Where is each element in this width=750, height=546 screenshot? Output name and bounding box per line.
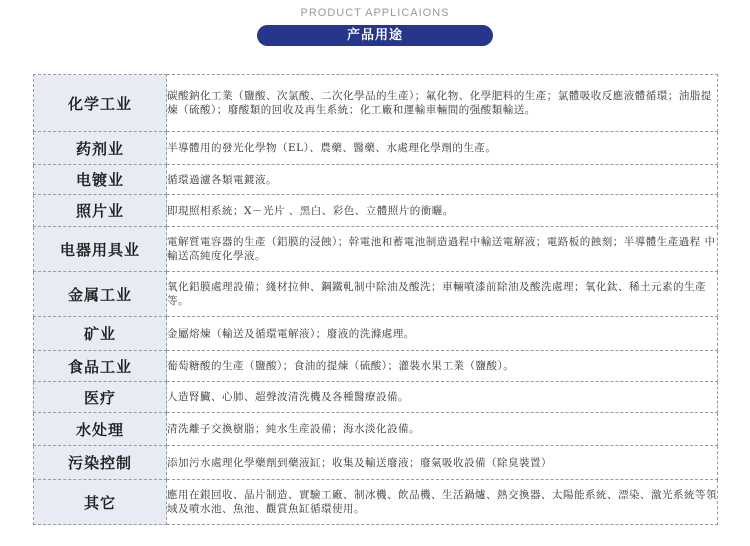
category-cell: 其它 <box>34 480 167 525</box>
category-cell: 污染控制 <box>34 446 167 480</box>
table-row <box>34 480 718 525</box>
table-row <box>34 227 718 272</box>
table-row <box>34 272 718 317</box>
description-cell: 氧化鋁膜處理設備；綫材拉伸、鋼鐵軋制中除油及酸洗；車輛噴漆前除油及酸洗處理；氧化鈦、稀土元素的生產等。 <box>167 272 718 317</box>
description-cell: 循環過濾各類電鍍液。 <box>167 165 718 195</box>
description-cell: 添加污水處理化學藥劑到藥液缸；收集及輸送廢液；廢氣吸收設備（除臭裝置） <box>167 446 718 480</box>
category-cell: 化学工业 <box>34 75 167 132</box>
category-cell: 水处理 <box>34 413 167 446</box>
header-english-title: PRODUCT APPLICAIONS <box>300 7 450 19</box>
table-row <box>34 75 718 132</box>
category-cell: 电器用具业 <box>34 227 167 272</box>
category-cell: 药剂业 <box>34 132 167 165</box>
category-cell: 矿业 <box>34 317 167 351</box>
category-cell: 食品工业 <box>34 351 167 382</box>
category-cell: 医疗 <box>34 382 167 413</box>
table-row <box>34 317 718 351</box>
table-row <box>34 351 718 382</box>
description-cell: 葡萄糖酸的生產（鹽酸）；食油的提煉（硫酸）；灌裝水果工業（鹽酸）。 <box>167 351 718 382</box>
table-row <box>34 382 718 413</box>
description-cell: 半導體用的發光化學物（EL）、農藥、醫藥、水處理化學劑的生產。 <box>167 132 718 165</box>
description-cell: 應用在銀回收、晶片制造、實驗工廠、制冰機、飲品機、生活鍋爐、熱交換器、太陽能系統、漂染、激光系統等領域及噴水池、魚池、觀賞魚缸循環使用。 <box>167 480 718 525</box>
description-cell: 電解質電容器的生產（鋁膜的浸蝕）；幹電池和蓄電池制造過程中輸送電解液；電路板的蝕刻；半導體生產過程 中輸送高純度化學液。 <box>167 227 718 272</box>
applications-table <box>33 74 718 525</box>
table-row <box>34 413 718 446</box>
category-cell: 照片业 <box>34 195 167 227</box>
table-row <box>34 195 718 227</box>
table-row <box>34 132 718 165</box>
category-cell: 金属工业 <box>34 272 167 317</box>
description-cell: 金屬熔煉（輸送及循環電解液）；廢液的洗滌處理。 <box>167 317 718 351</box>
description-cell: 人造腎臟、心肺、超聲波清洗機及各種醫療設備。 <box>167 382 718 413</box>
table-row <box>34 165 718 195</box>
description-cell: 清洗離子交換樹脂；純水生産設備；海水淡化設備。 <box>167 413 718 446</box>
table-row <box>34 446 718 480</box>
header-title-pill: 产品用途 <box>257 25 493 46</box>
description-cell: 即現照相系統；X－光片 、黑白、彩色、立體照片的衝曬。 <box>167 195 718 227</box>
category-cell: 电镀业 <box>34 165 167 195</box>
description-cell: 碳酸鈉化工業（鹽酸、次氯酸、二次化學品的生產）；氟化物、化學肥料的生產；氯體吸收反應液體循環；油脂提煉（硫酸）；廢酸類的回收及再生系統；化工廠和運輸車輛間的强酸類輸送。 <box>167 75 718 132</box>
